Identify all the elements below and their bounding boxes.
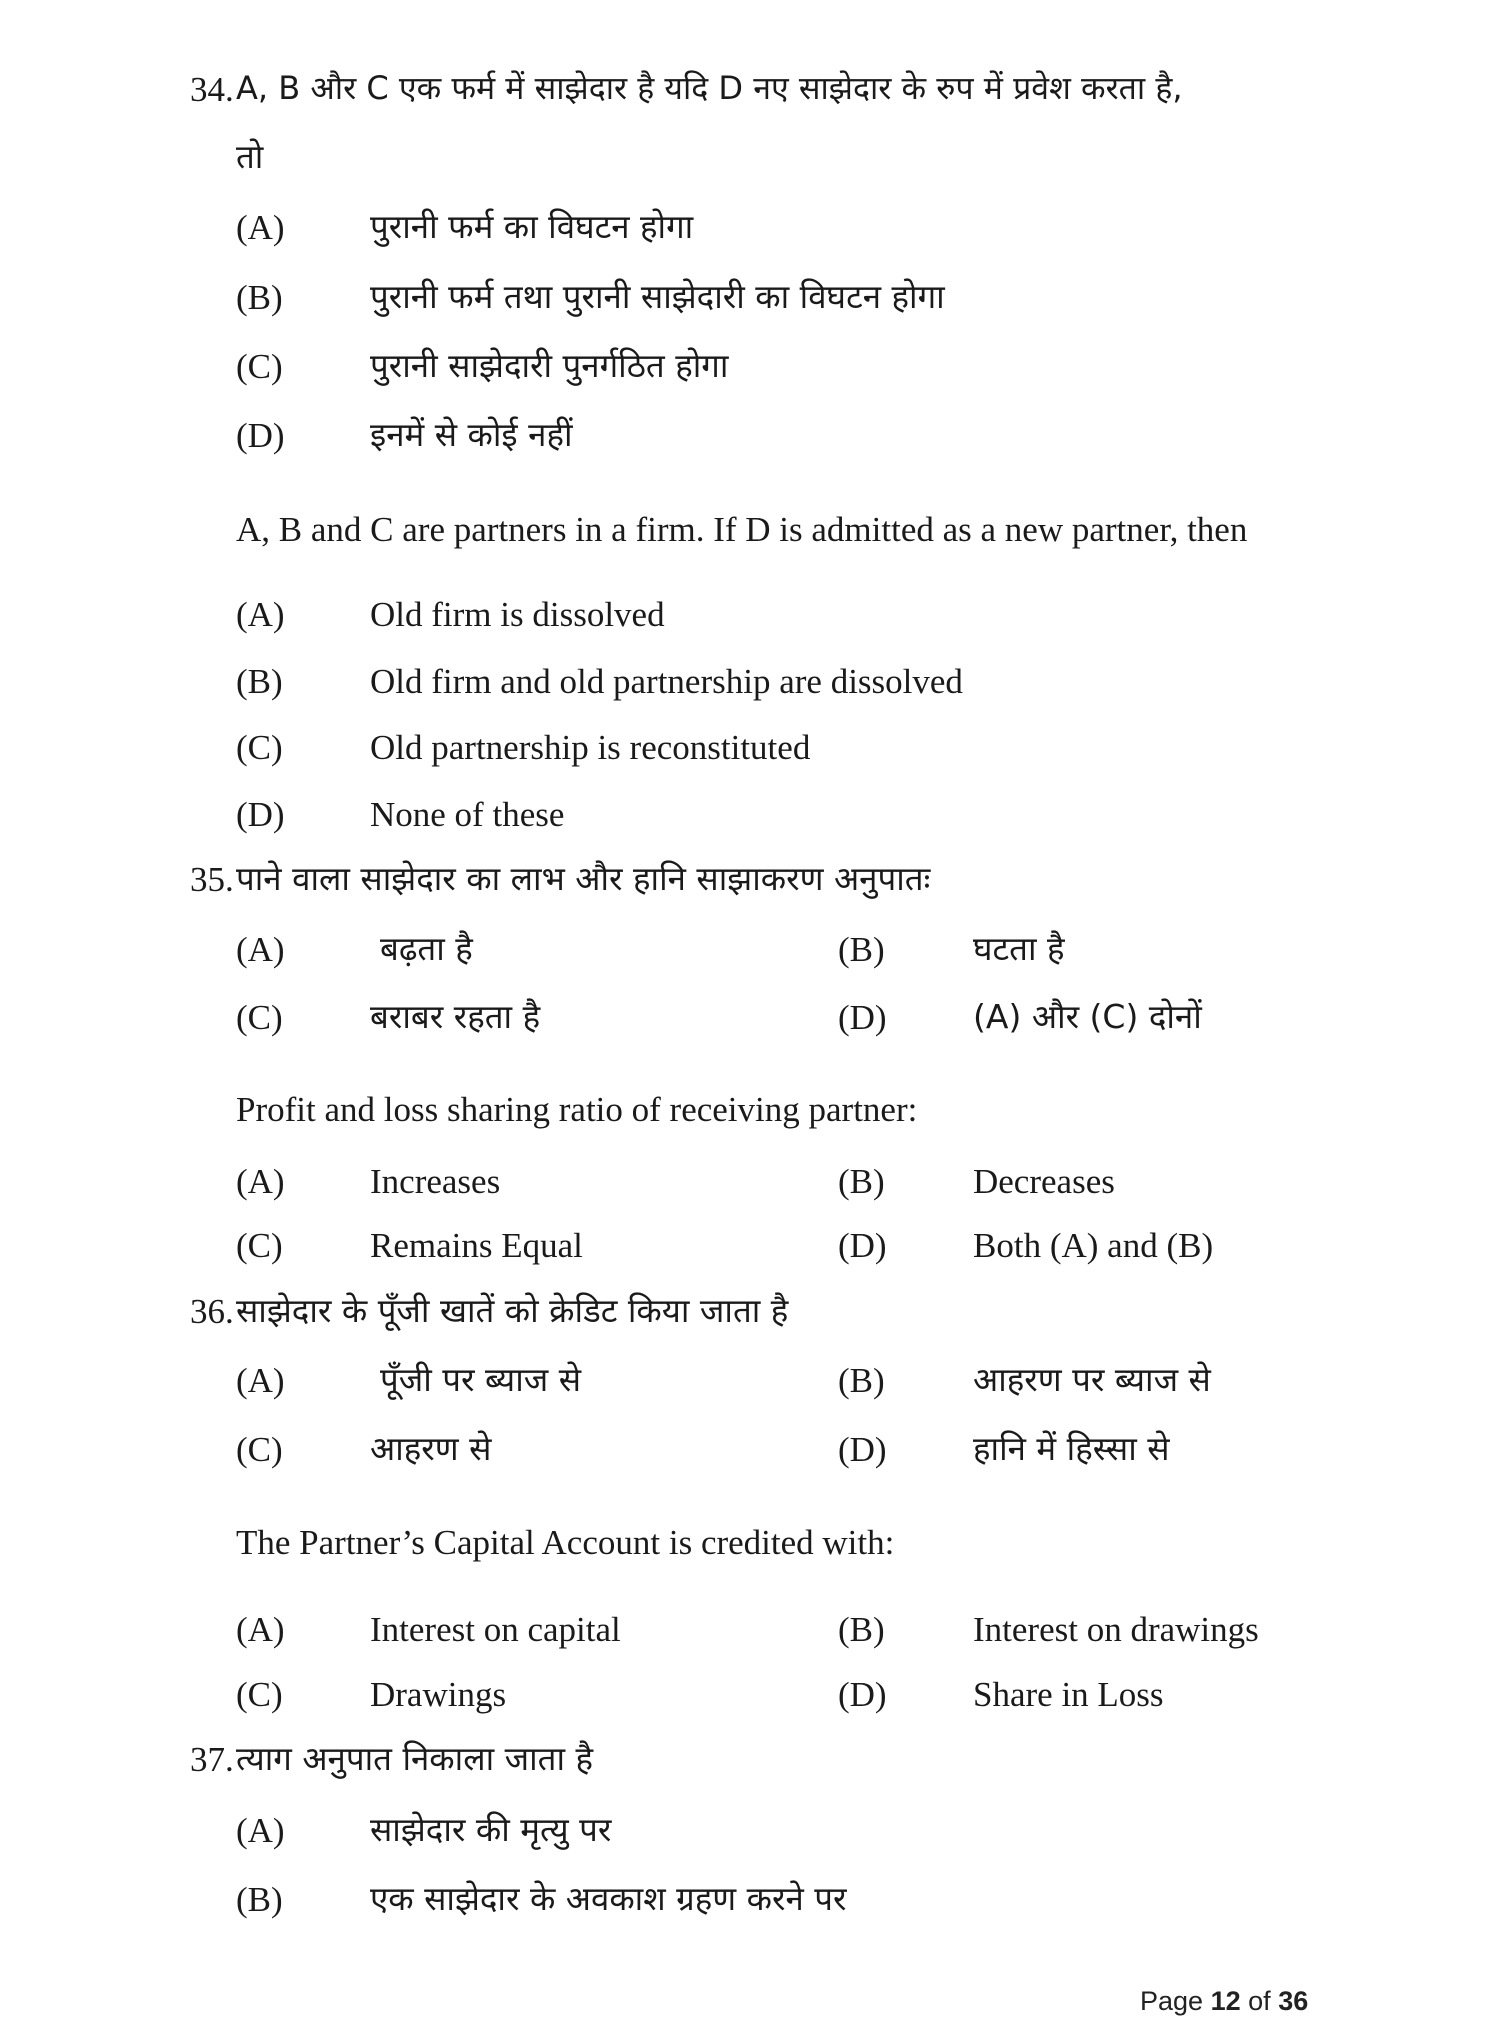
- option-label: (D): [838, 1675, 887, 1714]
- option-label: (A): [236, 595, 285, 634]
- option-label: (A): [236, 1361, 285, 1400]
- option-label: (B): [838, 1610, 885, 1649]
- question-text-hindi: त्याग अनुपात निकाला जाता है: [236, 1739, 594, 1778]
- question-text-hindi: साझेदार के पूँजी खातें को क्रेडिट किया जाता है: [236, 1291, 789, 1330]
- option-text: पुरानी फर्म का विघटन होगा: [370, 207, 694, 246]
- option-text: Old firm is dissolved: [370, 595, 665, 634]
- option-text: पुरानी साझेदारी पुनर्गठित होगा: [370, 346, 729, 385]
- option-text: बढ़ता है: [380, 929, 473, 968]
- option-label: (D): [838, 1430, 887, 1469]
- option-label: (A): [236, 1610, 285, 1649]
- question-number: 35.: [190, 860, 234, 899]
- question-text-hindi: A, B और C एक फर्म में साझेदार है यदि D नए साझेदार के रुप में प्रवेश करता है,: [236, 69, 1183, 107]
- page-number-footer: [1140, 1988, 1308, 2015]
- page-word: Page: [1140, 1986, 1204, 2016]
- current-page: 12: [1210, 1986, 1241, 2016]
- option-label: (B): [838, 1162, 885, 1201]
- question-number: 34.: [190, 70, 234, 109]
- option-text: आहरण पर ब्याज से: [973, 1360, 1211, 1399]
- option-label: (C): [236, 1430, 283, 1469]
- option-label: (C): [236, 998, 283, 1037]
- option-label: (B): [236, 662, 283, 701]
- option-text: (A) और (C) दोनों: [973, 997, 1202, 1036]
- question-number: 37.: [190, 1740, 234, 1779]
- option-label: (A): [236, 1811, 285, 1850]
- option-label: (A): [236, 208, 285, 247]
- option-text: Decreases: [973, 1162, 1115, 1201]
- option-text: पुरानी फर्म तथा पुरानी साझेदारी का विघटन होगा: [370, 277, 945, 316]
- option-text: Remains Equal: [370, 1226, 583, 1265]
- option-label: (C): [236, 347, 283, 386]
- option-text: घटता है: [973, 929, 1065, 968]
- option-text: Share in Loss: [973, 1675, 1164, 1714]
- question-text-hindi-cont: तो: [236, 137, 264, 176]
- question-number: 36.: [190, 1292, 234, 1331]
- option-label: (B): [236, 278, 283, 317]
- option-text: Both (A) and (B): [973, 1226, 1214, 1265]
- option-text: इनमें से कोई नहीं: [370, 415, 573, 454]
- option-label: (C): [236, 728, 283, 767]
- option-text: Drawings: [370, 1675, 507, 1714]
- option-text: Interest on capital: [370, 1610, 621, 1649]
- option-label: (D): [236, 416, 285, 455]
- option-text: None of these: [370, 795, 565, 834]
- option-label: (C): [236, 1675, 283, 1714]
- option-label: (B): [838, 930, 885, 969]
- option-text: Old firm and old partnership are dissolved: [370, 662, 963, 701]
- question-text-hindi: पाने वाला साझेदार का लाभ और हानि साझाकरण अनुपातः: [236, 859, 931, 898]
- total-pages: 36: [1278, 1986, 1309, 2016]
- option-text: बराबर रहता है: [370, 997, 541, 1036]
- option-text: हानि में हिस्सा से: [973, 1429, 1170, 1468]
- option-label: (C): [236, 1226, 283, 1265]
- option-text: साझेदार की मृत्यु पर: [370, 1810, 612, 1849]
- option-text: Interest on drawings: [973, 1610, 1259, 1649]
- option-label: (D): [838, 998, 887, 1037]
- option-label: (D): [838, 1226, 887, 1265]
- option-text: पूँजी पर ब्याज से: [380, 1360, 582, 1399]
- option-text: आहरण से: [370, 1429, 492, 1468]
- option-label: (A): [236, 930, 285, 969]
- option-text: एक साझेदार के अवकाश ग्रहण करने पर: [370, 1879, 847, 1918]
- of-word: of: [1248, 1986, 1271, 2016]
- option-text: Old partnership is reconstituted: [370, 728, 811, 767]
- option-label: (B): [838, 1361, 885, 1400]
- option-text: Increases: [370, 1162, 501, 1201]
- option-label: (A): [236, 1162, 285, 1201]
- question-text-english: The Partner’s Capital Account is credited with:: [236, 1523, 895, 1562]
- option-label: (B): [236, 1880, 283, 1919]
- question-text-english: A, B and C are partners in a firm. If D is admitted as a new partner, then: [236, 510, 1248, 549]
- question-text-english: Profit and loss sharing ratio of receiving partner:: [236, 1090, 918, 1129]
- option-label: (D): [236, 795, 285, 834]
